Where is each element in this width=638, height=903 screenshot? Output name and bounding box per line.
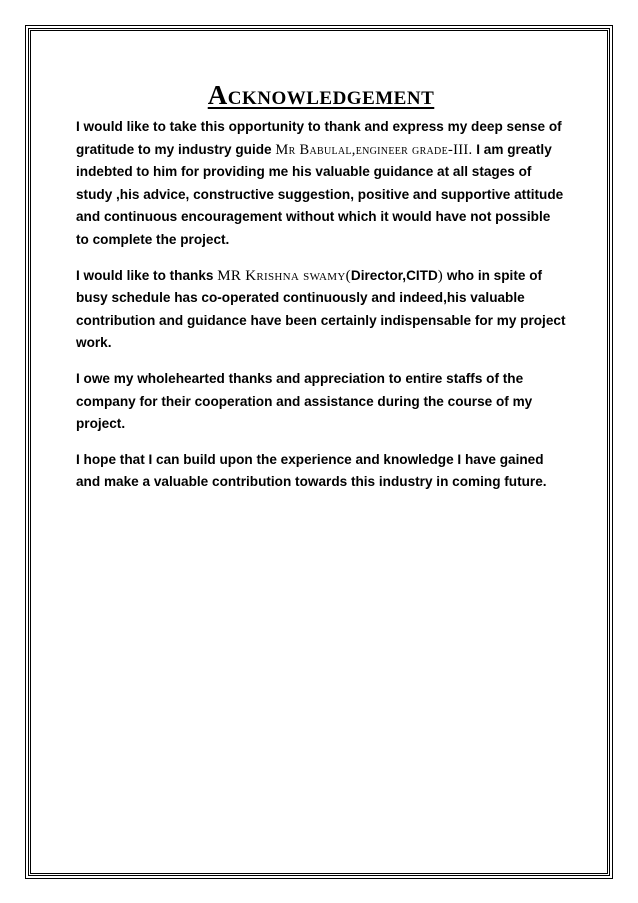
- paragraph-staff-thanks: I owe my wholehearted thanks and appreciation to entire staffs of the company for their cooperation and assistance during the course of my project.: [76, 370, 533, 432]
- document-body: [76, 80, 566, 507]
- page-title: Acknowledgement: [207, 80, 435, 110]
- guide-name: Mr Babulal,engineer grade-III.: [275, 141, 473, 158]
- director-name: MR Krishna swamy(: [217, 267, 351, 284]
- paragraph-guide-thanks: [76, 116, 566, 252]
- paragraph-closing: I hope that I can build upon the experience and knowledge I have gained and make a valuable contribution towards this industry in coming future.: [76, 451, 547, 490]
- paragraph-text: I am greatly indebted to him for providing me his valuable guidance at all stages of study ,his advice, constructive suggestion, positive and supportive attitude and continuous encouragement without which it would have not possible to complete the project.: [76, 141, 564, 247]
- paragraph-text: I would like to take this opportunity to thank and express my deep sense of gratitude to my industry guide: [76, 119, 562, 157]
- paragraph-text: I would like to thanks: [76, 267, 218, 283]
- close-paren: ): [437, 267, 444, 284]
- paragraph-text: who in spite of busy schedule has co-operated continuously and indeed,his valuable contribution and guidance have been certainly indispensable for my project work.: [76, 267, 566, 351]
- paragraph-director-thanks: [76, 265, 566, 355]
- director-title: Director,CITD: [350, 267, 438, 283]
